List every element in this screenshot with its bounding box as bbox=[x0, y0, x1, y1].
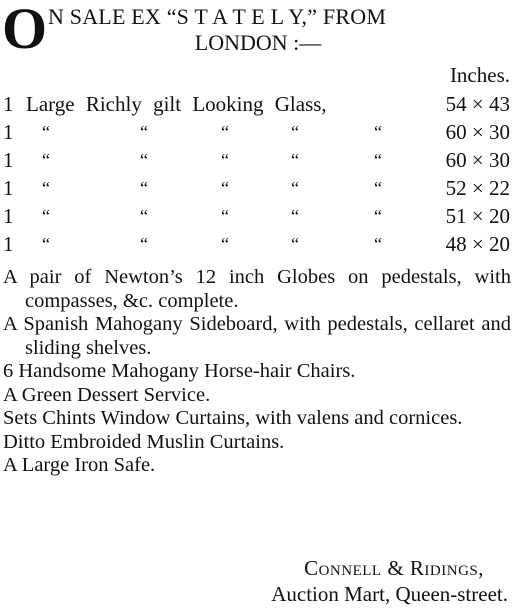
ditto-mark: “ bbox=[221, 234, 229, 254]
ditto-mark: “ bbox=[374, 234, 382, 254]
drop-cap: O bbox=[2, 0, 48, 61]
row-size: 48 × 20 bbox=[445, 232, 510, 256]
ditto-mark: “ bbox=[374, 178, 382, 198]
list-item: 6 Handsome Mahogany Horse-hair Chairs. bbox=[3, 360, 356, 382]
auctioneer-address: Auction Mart, Queen-street. bbox=[271, 582, 508, 606]
headline-line-2: LONDON :— bbox=[194, 30, 322, 55]
ditto-mark: “ bbox=[291, 150, 299, 170]
table-row bbox=[0, 230, 514, 258]
list-item: A Large Iron Safe. bbox=[3, 454, 156, 476]
ditto-mark: “ bbox=[291, 122, 299, 142]
ditto-mark: “ bbox=[291, 234, 299, 254]
row-quantity: 1 bbox=[3, 120, 14, 144]
row-quantity: 1 bbox=[3, 92, 14, 116]
ditto-mark: “ bbox=[42, 150, 50, 170]
ditto-mark: “ bbox=[140, 122, 148, 142]
list-item: A pair of Newton’s 12 inch Globes on pedestals, with compasses, &c. complete. bbox=[3, 266, 511, 312]
list-item: Sets Chints Window Curtains, with valens and cornices. bbox=[3, 407, 463, 429]
list-item: A Spanish Mahogany Sideboard, with pedestals, cellaret and sliding shelves. bbox=[3, 313, 511, 359]
ditto-mark: “ bbox=[221, 206, 229, 226]
row-quantity: 1 bbox=[3, 148, 14, 172]
ditto-mark: “ bbox=[42, 206, 50, 226]
column-heading-inches: Inches. bbox=[449, 63, 510, 87]
row-size: 52 × 22 bbox=[445, 176, 510, 200]
row-quantity: 1 bbox=[3, 176, 14, 200]
ditto-mark: “ bbox=[374, 150, 382, 170]
ditto-mark: “ bbox=[140, 150, 148, 170]
auctioneer-name: Connell & Ridings, bbox=[304, 556, 484, 580]
row-size: 51 × 20 bbox=[445, 204, 510, 228]
row-quantity: 1 bbox=[3, 232, 14, 256]
ditto-mark: “ bbox=[140, 234, 148, 254]
row-size: 60 × 30 bbox=[445, 120, 510, 144]
table-row bbox=[0, 118, 514, 146]
ditto-mark: “ bbox=[42, 178, 50, 198]
ditto-mark: “ bbox=[221, 178, 229, 198]
row-quantity: 1 bbox=[3, 204, 14, 228]
row-description: Large Richly gilt Looking Glass, bbox=[26, 92, 327, 116]
ditto-mark: “ bbox=[374, 206, 382, 226]
ditto-mark: “ bbox=[140, 206, 148, 226]
item-list bbox=[3, 266, 511, 478]
ditto-mark: “ bbox=[291, 178, 299, 198]
list-item: Ditto Embroided Muslin Curtains. bbox=[3, 430, 285, 453]
ditto-mark: “ bbox=[221, 122, 229, 142]
ditto-mark: “ bbox=[42, 122, 50, 142]
ditto-mark: “ bbox=[374, 122, 382, 142]
row-size: 54 × 43 bbox=[445, 92, 510, 116]
table-row bbox=[0, 90, 514, 118]
ditto-mark: “ bbox=[140, 178, 148, 198]
ditto-mark: “ bbox=[291, 206, 299, 226]
list-item: A Green Dessert Service. bbox=[3, 383, 211, 406]
ditto-mark: “ bbox=[221, 150, 229, 170]
table-row bbox=[0, 202, 514, 230]
row-size: 60 × 30 bbox=[445, 148, 510, 172]
table-row bbox=[0, 174, 514, 202]
table-row bbox=[0, 146, 514, 174]
ditto-mark: “ bbox=[42, 234, 50, 254]
headline-line-1: N SALE EX “S T A T E L Y,” FROM bbox=[48, 4, 387, 29]
